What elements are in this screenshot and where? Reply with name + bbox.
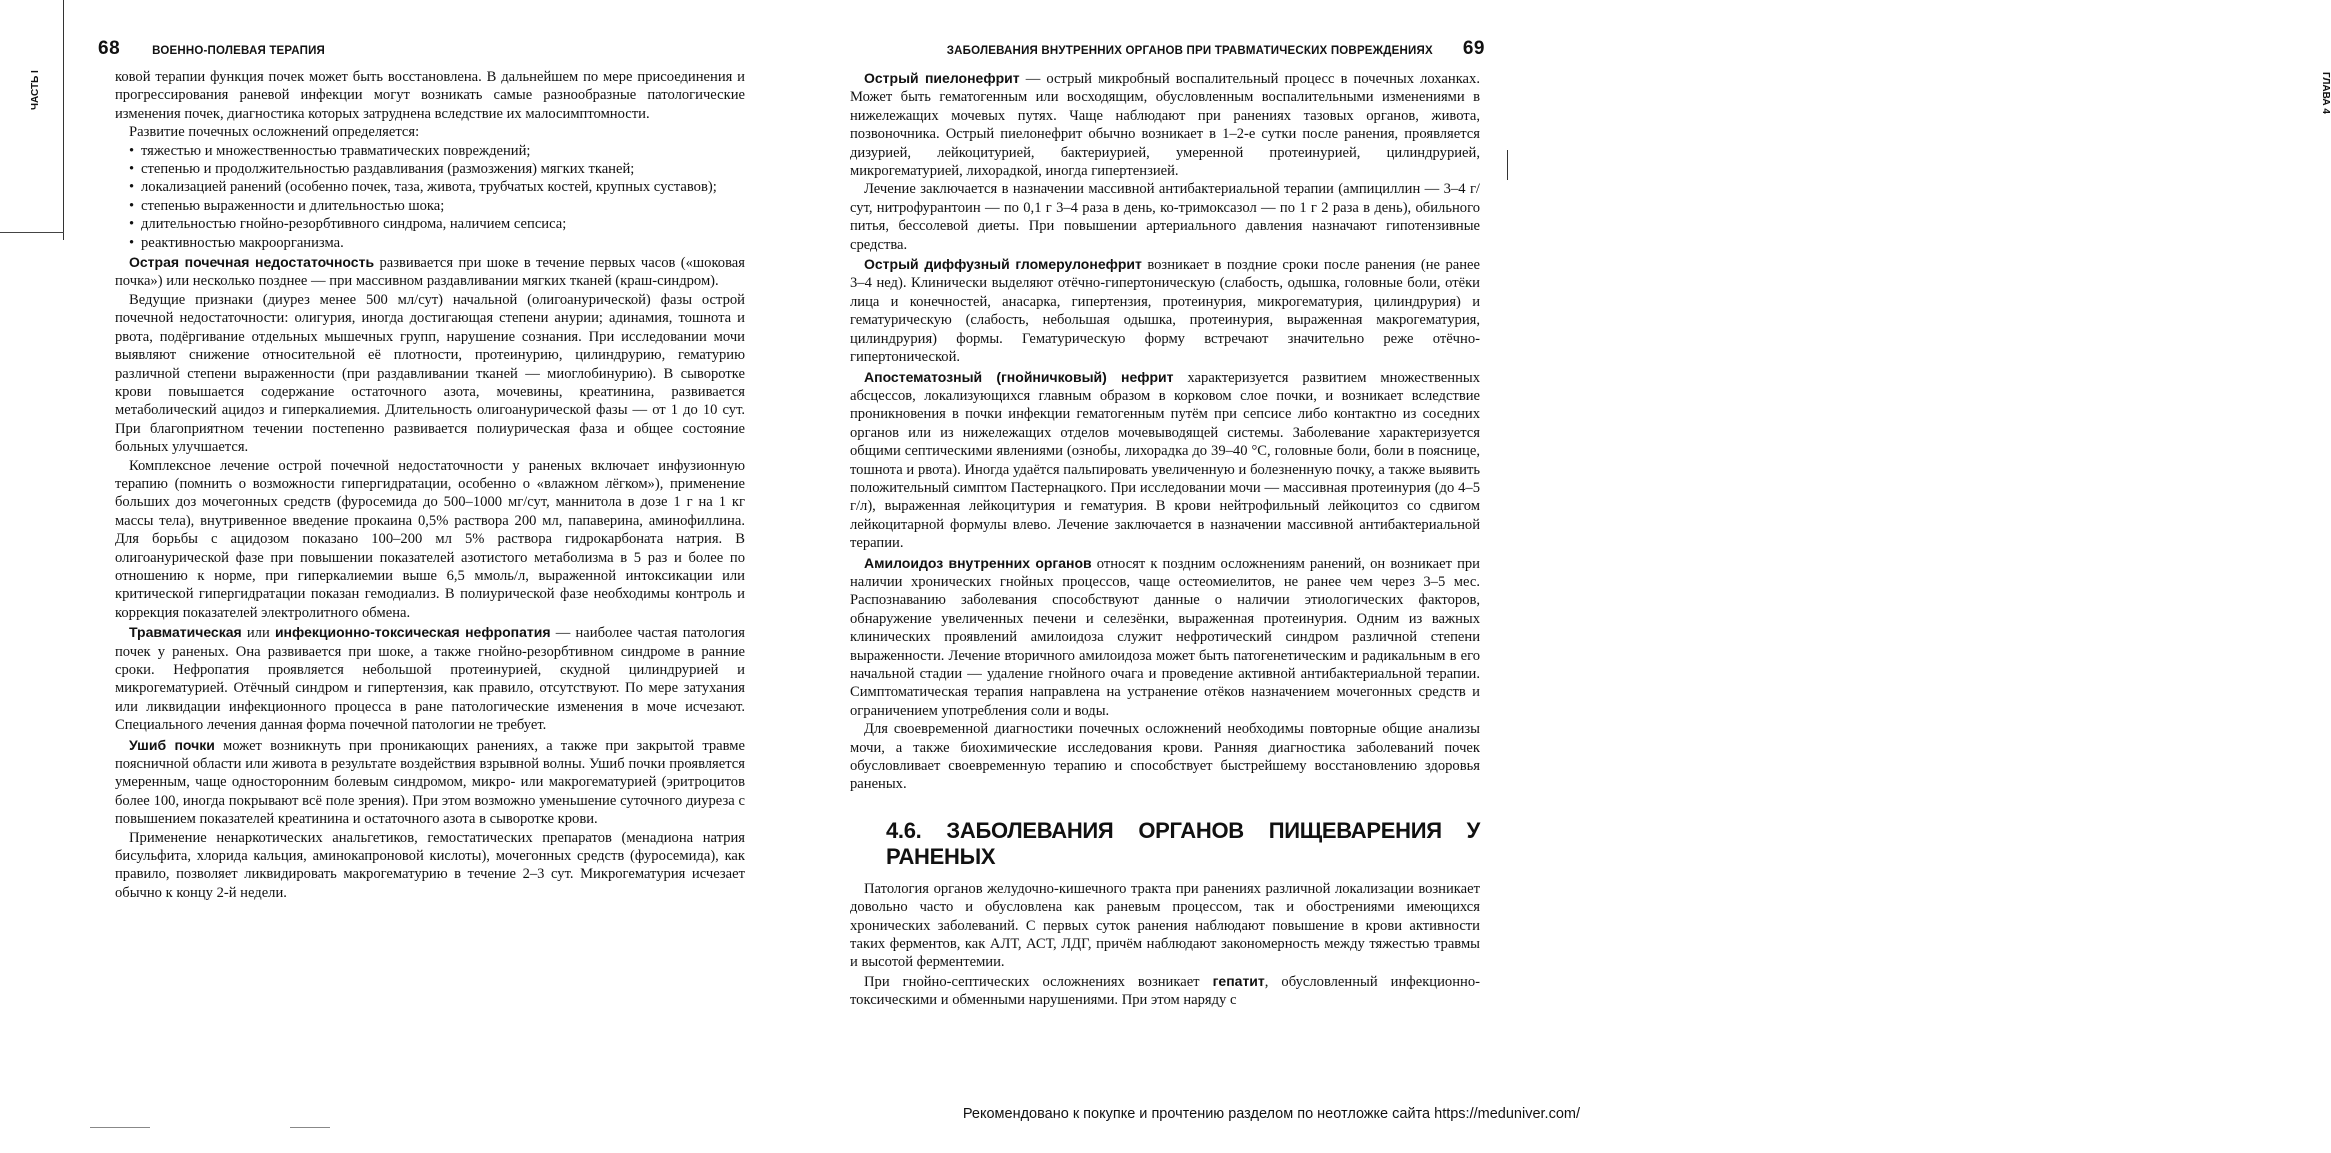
list-item: • тяжестью и множественностью травматических повреждений; — [129, 142, 745, 160]
page-number: 69 — [1462, 38, 1485, 59]
paragraph-text: — острый микробный воспалительный процесс в почечных лоханках. Может быть гематогенным или восходящим, обусловленным воспалительными изменениями в нижележащих мочевых путях. Чаще наблюдают при ранениях тазовых органов, живота, позвоночника. Острый пиелонефрит обычно возникает в 1–2-е сутки после ранения, проявляется дизурией, лейкоцитурией, бактериурией, умеренной протеинурией, цилиндрурией, микрогематурией, лихорадкой, иногда гипертензией. — [850, 71, 1480, 180]
paragraph — [850, 972, 1480, 1010]
running-title: ВОЕННО-ПОЛЕВАЯ ТЕРАПИЯ — [152, 45, 326, 57]
paragraph-text: — наиболее частая патология почек у раненых. Она развивается при шоке, а также гнойно-резорбтивном синдроме в ранние сроки. Нефропатия проявляется небольшой протеинурией, скудной цилиндрурией и микрогематурией. Отёчный синдром и гипертензия, как правило, отсутствуют. По мере затухания или ликвидации инфекционного процесса в ране патологические изменения в моче исчезают. Специального лечения данная форма почечной патологии не требует. — [115, 625, 745, 734]
chapter-side-tab: ГЛАВА 4 — [2320, 72, 2331, 114]
complication-factors-list — [115, 142, 745, 252]
paragraph — [850, 69, 1480, 180]
term: Травматическая — [129, 624, 242, 641]
term: инфекционно-токсическая нефропатия — [274, 624, 551, 641]
term: Ушиб почки — [129, 736, 215, 753]
paragraph — [115, 736, 745, 829]
paragraph: Лечение заключается в назначении массивной антибактериальной терапии (ампициллин — 3–4 г/сут, нитрофурантоин — по 0,1 г 3–4 раза в день, ко-тримоксазол — по 1 г 2 раза в день), обильного питья, бессолевой диеты. При повышении артериального давления назначают гипотензивные средства. — [850, 181, 1480, 253]
paragraph: ковой терапии функция почек может быть восстановлена. В дальнейшем по мере присоединения и прогрессирования раневой инфекции могут возникать самые разнообразные патологические изменения почек, диагностика которых затруднена вследствие их малосимптомности. — [115, 69, 745, 122]
list-item: • степенью выраженности и длительностью шока; — [129, 197, 745, 215]
paragraph: Комплексное лечение острой почечной недостаточности у раненых включает инфузионную терапию (помнить о возможности гипергидратации, особенно о «влажном лёгком»), применение больших доз мочегонных средств (фуросемида до 500–1000 мг/сут, маннитола в дозе 1 г на 1 кг массы тела), внутривенное введение прокаина 0,5% раствора 200 мл, папаверина, аминофиллина. Для борьбы с ацидозом показано 100–200 мл 5% раствора гидрокарбоната натрия. В олигоанурической фазе при повышении показателей азотистого метаболизма в 5 раз и более по отношению к норме, при гиперкалиемии выше 6,5 ммоль/л, выраженной интоксикации или критической гипергидратации показан гемодиализ. В полиурической фазе необходимы контроль и коррекция показателей электролитного обмена. — [115, 457, 745, 621]
conjunction: или — [246, 625, 270, 642]
margin-rule — [1507, 150, 1508, 180]
list-item: • реактивностью макроорганизма. — [129, 234, 745, 252]
right-text-column — [850, 68, 1480, 1010]
paragraph-text: При гнойно-септических осложнениях возникает — [864, 973, 1200, 990]
right-page — [800, 0, 2331, 1110]
term: Острая почечная недостаточность — [129, 254, 375, 271]
paragraph — [850, 368, 1480, 553]
paragraph: Ведущие признаки (диурез менее 500 мл/сут) начальной (олигоанурической) фазы острой почечной недостаточности: олигурия, иногда достигающая степени анурии; адинамия, тошнота и рвота, подёргивание отдельных мышечных групп, нарушение сознания. При исследовании мочи выявляют снижение относительной её плотности, протеинурию, цилиндрурию, гематурию различной степени выраженности (при раздавливании тканей — миоглобинурию). В сыворотке крови повышается содержание остаточного азота, мочевины, креатинина, развивается метаболический ацидоз и гиперкалиемия. Длительность олигоанурической фазы — от 1 до 10 сут. При благоприятном течении постепенно развивается полиурическая фаза и общее состояние больных улучшается. — [115, 291, 745, 456]
footer-note: Рекомендовано к покупке и прочтению разделом по неотложке сайта https://meduniver.com/ — [962, 1106, 1580, 1122]
crop-mark — [90, 1127, 150, 1128]
paragraph-text: возникает в поздние сроки после ранения (не ранее 3–4 нед). Клинически выделяют отёчно-гипертоническую (слабость, одышка, головные боли, отёки лица и конечностей, анасарка, гипертензия, протеинурия, микрогематурия, цилиндрурия) и гематурическую (слабость, небольшая одышка, протеинурия, выраженная макрогематурия, цилиндрурия) формы. Гематурическую форму встречают значительно реже отёчно-гипертонической. — [850, 257, 1480, 366]
crop-mark — [290, 1127, 330, 1128]
section-title: 4.6. ЗАБОЛЕВАНИЯ ОРГАНОВ ПИЩЕВАРЕНИЯ У РАНЕНЫХ — [886, 817, 1480, 869]
left-text-column — [115, 68, 745, 902]
paragraph: Для своевременной диагностики почечных осложнений необходимы повторные общие анализы мочи, а также биохимические исследования крови. Ранняя диагностика заболеваний почек обусловливает своевременную терапию и способствует быстрейшему восстановлению здоровья раненых. — [850, 721, 1480, 793]
paragraph: Патология органов желудочно-кишечного тракта при ранениях различной локализации возникает довольно часто и обусловлена как раневым процессом, так и обострениями имеющихся хронических заболеваний. С первых суток ранения наблюдают повышение в крови активности таких ферментов, как АЛТ, АСТ, ЛДГ, причём наблюдают закономерность между тяжестью травмы и высотой ферментемии. — [850, 880, 1480, 971]
term: Амилоидоз внутренних органов — [864, 554, 1092, 571]
paragraph — [115, 623, 745, 734]
left-running-head — [98, 38, 325, 60]
list-item: • степенью и продолжительностью раздавливания (размозжения) мягких тканей; — [129, 160, 745, 178]
part-side-tab: ЧАСТЬ I — [30, 70, 41, 110]
paragraph-text: характеризуется развитием множественных абсцессов, локализующихся главным образом в корковом слое почки, и возникает вследствие проникновения в почки инфекции гематогенным путём при сепсисе либо контактно из соседних органов или из нижележащих отделов мочевыводящей системы. Заболевание характеризуется общими септическими явлениями (ознобы, лихорадка до 39–40 °С, головные боли, боли в пояснице, тошнота и рвота). Иногда удаётся пальпировать увеличенную и болезненную почку, а также выявить положительный симптом Пастернацкого. При исследовании мочи — массивная протеинурия (до 4–5 г/л), выраженная лейкоцитурия и гематурия. В крови нейтрофильный лейкоцитоз со сдвигом лейкоцитарной формулы влево. Лечение заключается в назначении массивной антибактериальной терапии. — [850, 369, 1480, 552]
term: Острый диффузный гломерулонефрит — [864, 256, 1142, 273]
paragraph-text: развивается при шоке в течение первых часов («шоковая почка») или несколько позднее — при массивном раздавливании мягких тканей (краш-синдром). — [115, 255, 745, 290]
paragraph-text: , обусловленный инфекционно-токсическими и обменными нарушениями. При этом наряду с — [850, 973, 1480, 1009]
margin-rule — [63, 0, 64, 240]
running-title: ЗАБОЛЕВАНИЯ ВНУТРЕННИХ ОРГАНОВ ПРИ ТРАВМАТИЧЕСКИХ ПОВРЕЖДЕНИЯХ — [946, 45, 1433, 57]
list-lead: Развитие почечных осложнений определяется: — [129, 124, 420, 141]
left-page — [0, 0, 790, 1110]
paragraph-text: относят к поздним осложнениям ранений, он возникает при наличии хронических гнойных процессов, чаще остеомиелитов, не ранее чем через 3–5 мес. Распознаванию заболевания способствуют данные о наличии этиологических факторов, обнаружение увеличенных печени и селезёнки, выраженная протеинурия. Одним из важных клинических проявлений амилоидоза служит нефротический синдром различной степени выраженности. Лечение вторичного амилоидоза может быть патогенетическим и радикальным в его начальной стадии — удаление гнойного очага и проведение активной антибактериальной терапии. Симптоматическая терапия направлена на устранение отёков назначением мочегонных средств и ограничением употребления соли и воды. — [850, 555, 1480, 719]
term: Апостематозный (гнойничковый) нефрит — [864, 368, 1174, 385]
paragraph: Применение ненаркотических анальгетиков, гемостатических препаратов (менадиона натрия бисульфита, хлорида кальция, аминокапроновой кислоты), мочегонных средств (фуросемида), как правило, позволяет ликвидировать макрогематурию в течение 2–3 сут. Микрогематурия исчезает обычно к концу 2-й недели. — [115, 829, 745, 901]
right-running-head — [947, 38, 1485, 60]
margin-rule — [0, 232, 64, 233]
list-item: • длительностью гнойно-резорбтивного синдрома, наличием сепсиса; — [129, 215, 745, 233]
paragraph — [115, 253, 745, 291]
paragraph — [850, 255, 1480, 366]
term: Острый пиелонефрит — [864, 70, 1020, 86]
paragraph — [850, 554, 1480, 721]
term: гепатит — [1212, 972, 1265, 989]
page-number: 68 — [98, 38, 121, 59]
paragraph-text: может возникнуть при проникающих ранениях, а также при закрытой травме поясничной области или живота в результате воздействия взрывной волны. Ушиб почки проявляется умеренным, чаще односторонним болевым синдромом, микро- или макрогематурией (эритроцитов более 100, иногда покрывают всё поле зрения). При этом возможно уменьшение суточного диуреза с повышением показателей креатинина и остаточного азота в сыворотке крови. — [115, 737, 745, 828]
list-item: • локализацией ранений (особенно почек, таза, живота, трубчатых костей, крупных суставов); — [129, 178, 745, 196]
